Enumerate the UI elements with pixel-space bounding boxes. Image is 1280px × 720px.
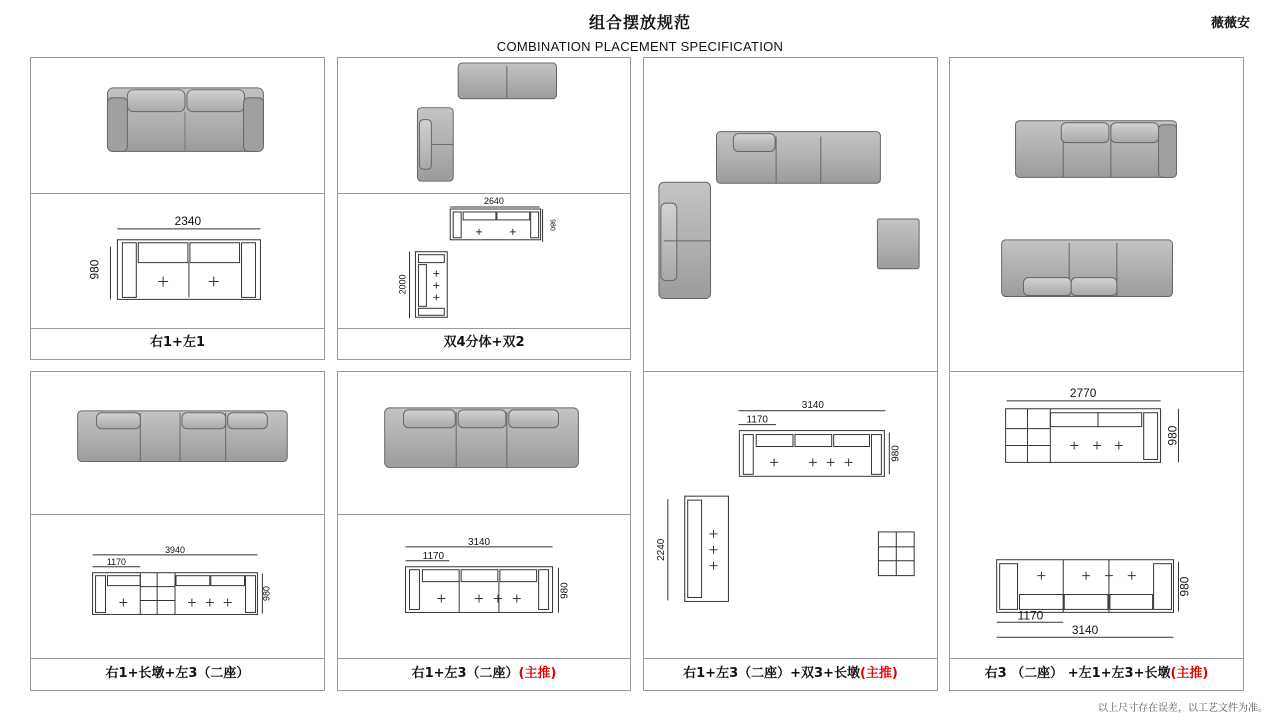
- panel-r3-l1-l3-ottoman: [949, 57, 1244, 691]
- panel-caption: [31, 658, 324, 690]
- dim-width-top: 2770: [1069, 385, 1097, 400]
- caption-highlight: (主推): [518, 666, 557, 681]
- panel-r1-ottoman-l3: [30, 371, 325, 691]
- dim-width: 2640: [484, 196, 504, 207]
- caption-highlight: (主推): [1170, 666, 1209, 681]
- dim-depth: 980: [890, 445, 902, 462]
- panel-caption: [338, 658, 630, 690]
- dimension-drawing: [338, 58, 630, 359]
- dim-width: 3140: [467, 536, 491, 548]
- caption-text: 右1+左3（二座）+双3+长墩: [683, 666, 860, 681]
- panel-caption: [644, 658, 937, 690]
- page-subtitle: COMBINATION PLACEMENT SPECIFICATION: [496, 39, 784, 54]
- dim-seat: 1170: [746, 414, 768, 426]
- dim-seat: 1170: [106, 556, 127, 567]
- dimension-drawing: [31, 372, 324, 690]
- dim-depth: 980: [559, 582, 571, 599]
- panel-caption: [31, 327, 324, 359]
- dim-width: 2340: [174, 213, 202, 228]
- panel-double4-double2: [337, 57, 631, 360]
- dim-depth: 980: [87, 259, 102, 280]
- dimension-drawing: [31, 58, 324, 359]
- dim-depth-bottom: 980: [1177, 576, 1192, 597]
- dim-length: 2240: [655, 538, 667, 561]
- dim-width-bottom: 3140: [1071, 623, 1099, 638]
- dim-length: 2000: [397, 274, 408, 295]
- panel-r1-l3: [337, 371, 631, 691]
- dim-seat: 1170: [422, 550, 445, 562]
- panel-right1-left1: [30, 57, 325, 360]
- dim-depth: 980: [261, 586, 272, 602]
- dim-seat: 1170: [1017, 608, 1044, 623]
- dimension-drawing: [644, 58, 937, 690]
- caption-text: 右3 （二座） +左1+左3+长墩: [984, 666, 1171, 681]
- dimension-drawing: [338, 372, 630, 690]
- dim-width: 3940: [165, 544, 185, 555]
- caption-text: 右1+长墩+左3（二座）: [105, 666, 250, 681]
- panel-caption: [338, 327, 630, 359]
- dim-depth: 980: [548, 219, 556, 231]
- panel-r1-l3-d3-ottoman: [643, 57, 938, 691]
- page-title: 组合摆放规范: [588, 13, 691, 32]
- brand-name: 薇薇安: [1210, 16, 1250, 31]
- dimension-drawing: [950, 58, 1243, 690]
- dim-width: 3140: [801, 399, 824, 411]
- dim-depth-top: 980: [1165, 425, 1180, 446]
- footer-note: 以上尺寸存在误差，以工艺文件为准。: [1098, 703, 1268, 714]
- caption-text: 右1+左3（二座）: [411, 666, 519, 681]
- caption-text: 双4分体+双2: [443, 335, 525, 350]
- panel-caption: [950, 658, 1243, 690]
- caption-text: 右1+左1: [150, 335, 205, 350]
- caption-highlight: (主推): [859, 666, 898, 681]
